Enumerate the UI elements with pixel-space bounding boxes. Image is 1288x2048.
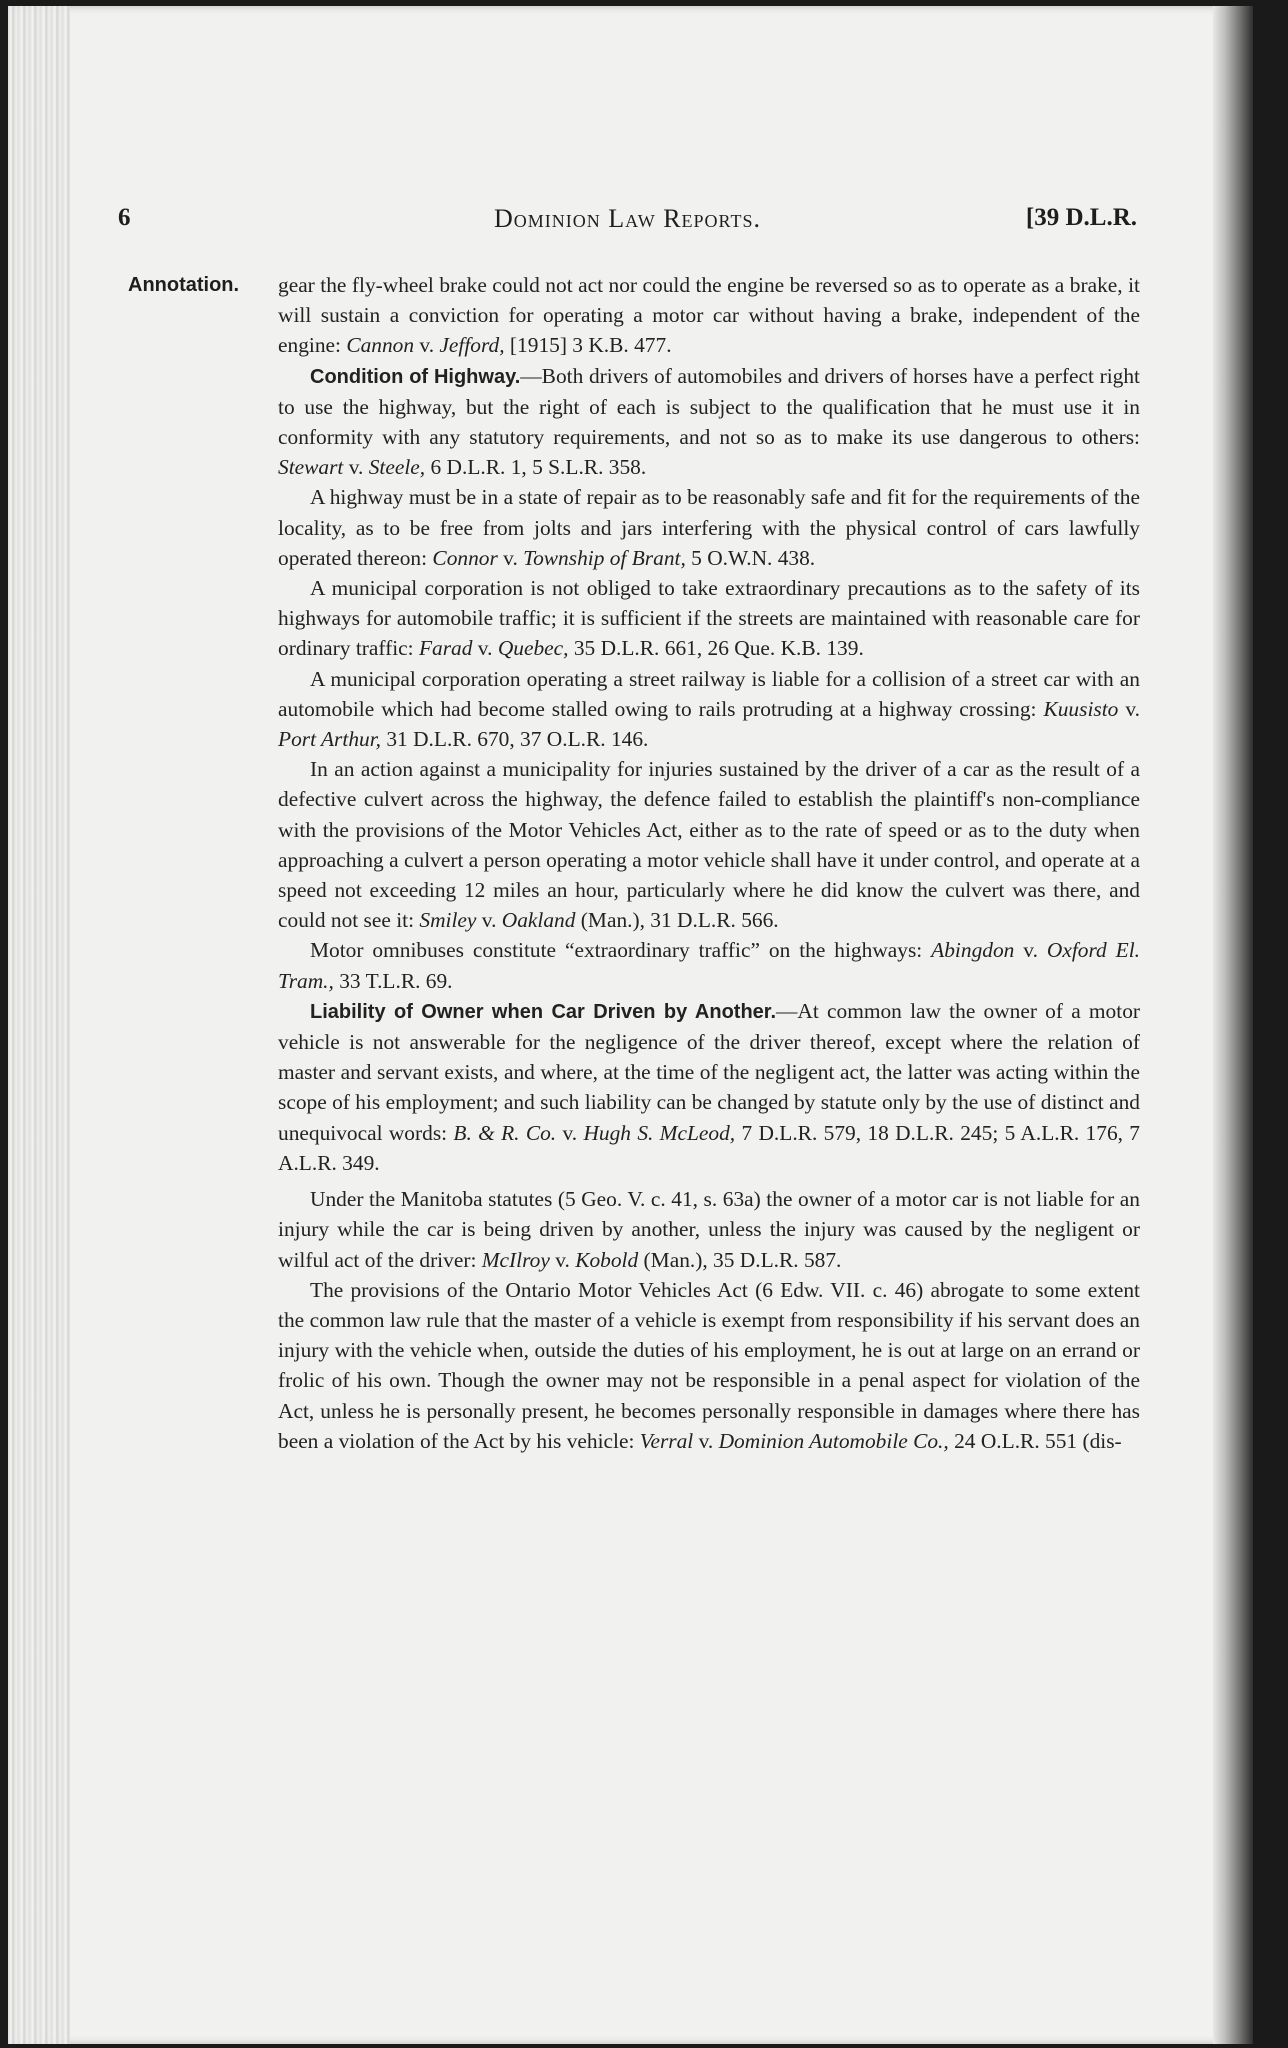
case-party-name: Steele, xyxy=(368,455,426,480)
paragraph-text: Under the Manitoba statutes (5 Geo. V. c. 41, s. 63a) the owner of a motor car is not liable for an injury while the car is being driven by another, unless the injury was caused by the negligent or wilful act of the driver: xyxy=(278,1187,1140,1272)
versus-text: v. xyxy=(343,455,369,480)
case-party-name: Dominion Automobile Co., xyxy=(718,1428,949,1453)
section-heading: Condition of Highway. xyxy=(310,365,521,388)
paragraph xyxy=(278,482,1140,573)
paragraph-text: A municipal corporation is not obliged to take extraordinary precautions as to the safety of its highways for automobile traffic; it is sufficient if the streets are maintained with reasonable care for ordinary traffic: xyxy=(278,576,1140,661)
book-page xyxy=(8,6,1253,2044)
paragraph xyxy=(278,270,1140,361)
citation-text: 6 D.L.R. 1, 5 S.L.R. 358. xyxy=(425,455,647,480)
versus-text: v. xyxy=(472,636,498,661)
paragraph-text: —Both drivers of automobiles and drivers of horses have a perfect right to use the highway, but the right of each is subject to the qualification that he must use it in conformity with any statutory requirements, and not so as to make its use dangerous to others: xyxy=(278,363,1140,450)
paragraph xyxy=(278,1275,1140,1456)
section-heading: Liability of Owner when Car Driven by Another. xyxy=(310,1000,777,1023)
versus-text: v. xyxy=(556,1120,584,1145)
case-party-name: Farad xyxy=(418,636,473,661)
volume-reference: [39 D.L.R. xyxy=(1025,204,1137,231)
case-party-name: Quebec, xyxy=(497,636,569,661)
case-party-name: B. & R. Co. xyxy=(453,1120,557,1145)
paragraph-text: The provisions of the Ontario Motor Vehicles Act (6 Edw. VII. c. 46) abrogate to some extent the common law rule that the master of a vehicle is exempt from responsibility if his servant does an injury with the vehicle when, outside the duties of his employment, he is out at large on an errand or frolic of his own. Though the owner may not be responsible in a penal aspect for violation of the Act, unless he is personally present, he becomes personally responsible in damages where there has been a violation of the Act by his vehicle: xyxy=(278,1277,1140,1453)
case-party-name: Hugh S. McLeod, xyxy=(583,1120,736,1145)
page-number: 6 xyxy=(118,204,131,231)
citation-text: 35 D.L.R. 661, 26 Que. K.B. 139. xyxy=(568,636,864,661)
citation-text: 7 D.L.R. 579, 18 D.L.R. 245; 5 A.L.R. 176, 7 A.L.R. 349. xyxy=(278,1120,1141,1175)
case-party-name: Cannon xyxy=(346,333,415,358)
paragraph xyxy=(278,996,1140,1178)
case-party-name: Kobold xyxy=(575,1247,639,1272)
paragraph xyxy=(278,361,1140,483)
paragraph xyxy=(278,664,1140,755)
case-party-name: McIlroy xyxy=(481,1247,550,1272)
paragraph-text: A highway must be in a state of repair as to be reasonably safe and fit for the requirements of the locality, as to be free from jolts and jars interfering with the physical control of cars lawfully operated thereon: xyxy=(278,485,1140,570)
case-party-name: Smiley xyxy=(419,908,477,933)
versus-text: v. xyxy=(414,333,440,358)
page-header xyxy=(118,204,1137,244)
paragraph xyxy=(278,754,1140,935)
case-party-name: Jefford, xyxy=(439,333,505,358)
versus-text: v. xyxy=(1118,696,1140,721)
case-party-name: Oakland xyxy=(501,908,576,933)
case-party-name: Township of Brant, xyxy=(523,545,686,570)
case-party-name: Stewart xyxy=(278,455,344,480)
citation-text: (Man.), 31 D.L.R. 566. xyxy=(575,908,779,933)
paragraph-text: A municipal corporation operating a street railway is liable for a collision of a street car with an automobile which had become stalled owing to rails protruding at a highway crossing: xyxy=(278,666,1140,721)
body-text xyxy=(278,270,1140,1456)
paragraph-text: Motor omnibuses constitute “extraordinary traffic” on the highways: xyxy=(310,938,932,963)
citation-text: 24 O.L.R. 551 (dis- xyxy=(948,1428,1122,1453)
paragraph-text: —At common law the owner of a motor vehicle is not answerable for the negligence of the driver thereof, except where the relation of master and servant exists, and where, at the time of the negligent act, the latter was acting within the scope of his employment; and such liability can be changed by statute only by the use of distinct and unequivocal words: xyxy=(278,998,1141,1145)
versus-text: v. xyxy=(693,1428,719,1453)
case-party-name: Oxford El. Tram., xyxy=(278,938,1140,993)
paragraph xyxy=(278,1184,1140,1275)
versus-text: v. xyxy=(497,545,524,570)
versus-text: v. xyxy=(549,1247,576,1272)
paragraph-text: gear the fly-wheel brake could not act nor could the engine be reversed so as to operate as a brake, it will sustain a conviction for operating a motor car without having a brake, independent of the engine: xyxy=(278,273,1140,358)
annotation-side-label: Annotation. xyxy=(128,274,240,296)
case-party-name: Connor xyxy=(432,545,498,570)
citation-text: 5 O.W.N. 438. xyxy=(685,545,816,570)
citation-text: [1915] 3 K.B. 477. xyxy=(504,333,672,358)
citation-text: 33 T.L.R. 69. xyxy=(333,968,453,993)
case-party-name: Port Arthur, xyxy=(278,727,382,752)
paragraph xyxy=(278,573,1140,664)
case-party-name: Verral xyxy=(639,1428,694,1453)
case-party-name: Abingdon xyxy=(931,938,1015,963)
paragraph-text: In an action against a municipality for injuries sustained by the driver of a car as the result of a defective culvert across the highway, the defence failed to establish the plaintiff's non-compliance with the provisions of the Motor Vehicles Act, either as to the rate of speed or as to the duty when approaching a culvert a person operating a motor vehicle shall have it under control, and operate at a speed not exceeding 12 miles an hour, particularly where he did know the culvert was there, and could not see it: xyxy=(278,757,1140,933)
page-binding xyxy=(8,6,70,2044)
paragraph xyxy=(278,935,1140,995)
versus-text: v. xyxy=(476,908,502,933)
running-title: Dominion Law Reports. xyxy=(494,204,761,233)
case-party-name: Kuusisto xyxy=(1043,696,1119,721)
citation-text: (Man.), 35 D.L.R. 587. xyxy=(638,1247,842,1272)
versus-text: v. xyxy=(1014,938,1047,963)
citation-text: 31 D.L.R. 670, 37 O.L.R. 146. xyxy=(381,727,649,752)
page-edge-shadow xyxy=(1213,6,1253,2044)
